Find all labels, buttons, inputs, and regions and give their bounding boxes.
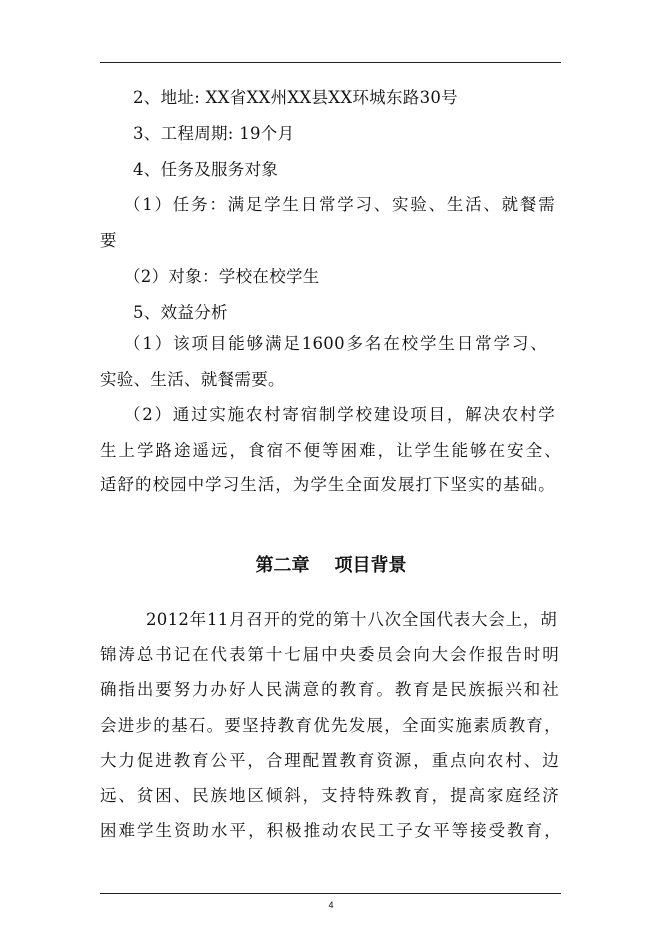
chapter-heading: 第二章 项目背景 bbox=[255, 555, 407, 576]
text-line-background-6: 远、贫困、民族地区倾斜，支持特殊教育，提高家庭经济 bbox=[100, 786, 559, 805]
text-line-period: 3、工程周期: 19个月 bbox=[133, 124, 295, 143]
text-line-benefit-1-cont: 实验、生活、就餐需要。 bbox=[100, 370, 285, 389]
footer-rule bbox=[100, 893, 561, 894]
text-line-benefit-2-cont-b: 适舒的校园中学习生活，为学生全面发展打下坚实的基础。 bbox=[100, 475, 555, 494]
text-line-benefit-1: （1）该项目能够满足1600多名在校学生日常学习、 bbox=[124, 334, 547, 353]
text-line-tasks-heading: 4、任务及服务对象 bbox=[133, 160, 279, 179]
text-line-benefit-2: （2）通过实施农村寄宿制学校建设项目，解决农村学 bbox=[124, 405, 555, 424]
page-number: 4 bbox=[328, 900, 334, 910]
text-line-background-5: 大力促进教育公平，合理配置教育资源，重点向农村、边 bbox=[100, 751, 559, 770]
text-line-background-2: 锦涛总书记在代表第十七届中央委员会向大会作报告时明 bbox=[100, 645, 559, 664]
text-line-background-7: 困难学生资助水平，积极推动农民工子女平等接受教育， bbox=[100, 821, 561, 840]
text-line-background-4: 会进步的基石。要坚持教育优先发展，全面实施素质教育， bbox=[100, 716, 561, 735]
text-line-background-1: 2012年11月召开的党的第十八次全国代表大会上，胡 bbox=[146, 610, 557, 629]
text-line-task-1-cont: 要 bbox=[100, 231, 117, 250]
text-line-background-3: 确指出要努力办好人民满意的教育。教育是民族振兴和社 bbox=[100, 680, 559, 699]
header-rule bbox=[100, 62, 561, 63]
text-line-task-1: （1）任务：满足学生日常学习、实验、生活、就餐需 bbox=[124, 195, 555, 214]
text-line-target: （2）对象：学校在校学生 bbox=[124, 267, 320, 286]
text-line-address: 2、地址: XX省XX州XX县XX环城东路30号 bbox=[133, 88, 458, 107]
text-line-benefit-2-cont-a: 生上学路途遥远，食宿不便等困难，让学生能够在安全、 bbox=[100, 441, 561, 460]
text-line-benefit-heading: 5、效益分析 bbox=[133, 303, 228, 322]
